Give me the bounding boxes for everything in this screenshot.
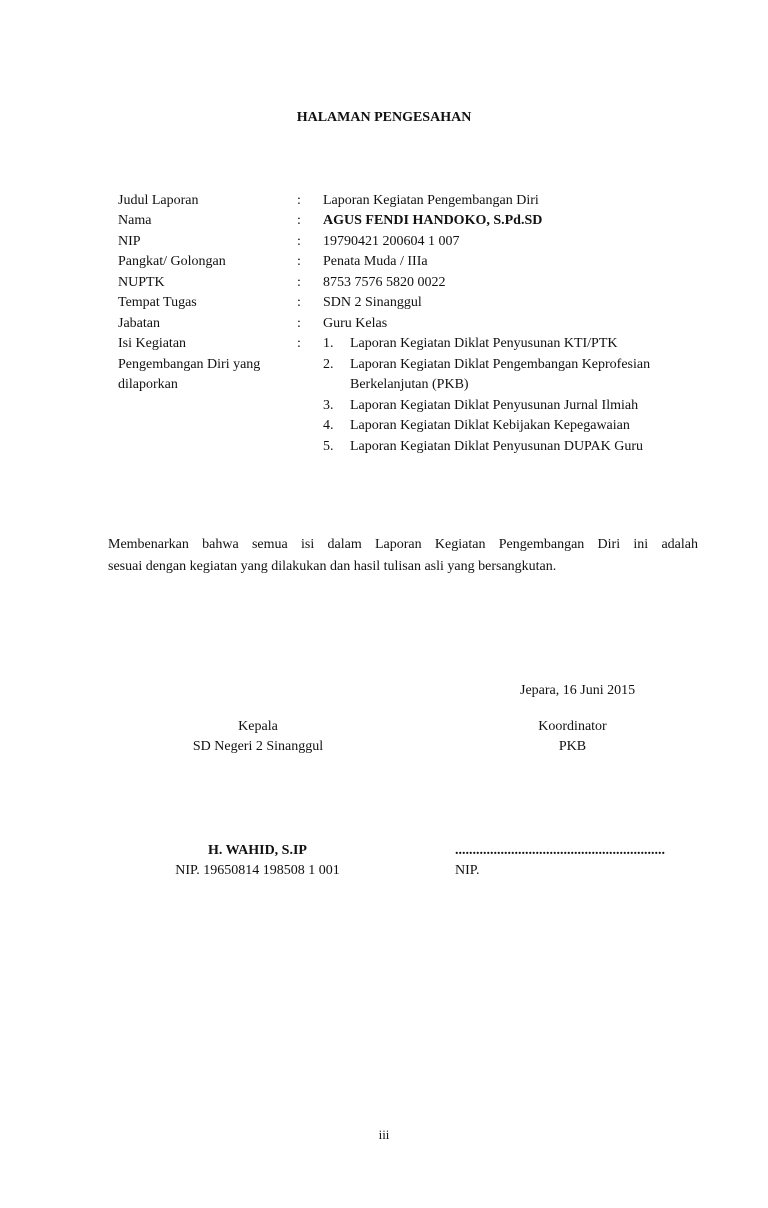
- left-signer-nip: NIP. 19650814 198508 1 001: [175, 863, 340, 878]
- field-label-nuptk: NUPTK: [118, 275, 165, 290]
- page-number: iii: [378, 1127, 390, 1142]
- left-signer-name: H. WAHID, S.IP: [208, 843, 307, 858]
- field-value-nip: 19790421 200604 1 007: [323, 234, 460, 249]
- field-value-jabatan: Guru Kelas: [323, 316, 388, 331]
- left-signer-title: Kepala: [238, 719, 278, 734]
- activity-number: 1.: [323, 336, 334, 351]
- activity-item-continuation: Berkelanjutan (PKB): [350, 377, 469, 392]
- activity-number: 4.: [323, 418, 334, 433]
- right-signer-org: PKB: [558, 739, 587, 754]
- activity-number: 5.: [323, 439, 334, 454]
- statement-line: sesuai dengan kegiatan yang dilakukan dan hasil tulisan asli yang bersangkutan.: [108, 559, 557, 574]
- field-label-isi-kegiatan: Isi Kegiatan: [118, 336, 187, 351]
- field-colon: :: [297, 254, 301, 269]
- field-value-pangkat: Penata Muda / IIIa: [323, 254, 428, 269]
- field-label-tempat-tugas: Tempat Tugas: [118, 295, 197, 310]
- field-label-jabatan: Jabatan: [118, 316, 160, 331]
- signing-date: Jepara, 16 Juni 2015: [520, 683, 636, 698]
- field-label-isi-kegiatan-line3: dilaporkan: [118, 377, 178, 392]
- right-signer-name-blank: ............................................................: [455, 843, 665, 858]
- field-colon: :: [297, 295, 301, 310]
- field-value-tempat-tugas: SDN 2 Sinanggul: [323, 295, 422, 310]
- right-signer-title: Koordinator: [538, 719, 607, 734]
- activity-item: Laporan Kegiatan Diklat Pengembangan Keprofesian: [350, 357, 651, 372]
- statement-paragraph: [108, 534, 698, 578]
- activity-number: 3.: [323, 398, 334, 413]
- activity-number: 2.: [323, 357, 334, 372]
- field-value-nuptk: 8753 7576 5820 0022: [323, 275, 446, 290]
- statement-line: Membenarkan bahwa semua isi dalam Laporan Kegiatan Pengembangan Diri ini adalah: [108, 537, 698, 552]
- field-colon: :: [297, 336, 301, 351]
- left-signer-org: SD Negeri 2 Sinanggul: [192, 739, 324, 754]
- field-colon: :: [297, 275, 301, 290]
- right-signer-nip: NIP.: [455, 863, 480, 878]
- field-label-nama: Nama: [118, 213, 152, 228]
- field-colon: :: [297, 316, 301, 331]
- field-label-nip: NIP: [118, 234, 141, 249]
- field-value-nama: AGUS FENDI HANDOKO, S.Pd.SD: [323, 213, 543, 228]
- field-label-isi-kegiatan-line2: Pengembangan Diri yang: [118, 357, 261, 372]
- activity-item: Laporan Kegiatan Diklat Penyusunan DUPAK Guru: [350, 439, 644, 454]
- field-label-judul: Judul Laporan: [118, 193, 199, 208]
- field-colon: :: [297, 234, 301, 249]
- activity-item: Laporan Kegiatan Diklat Penyusunan Jurnal Ilmiah: [350, 398, 639, 413]
- field-colon: :: [297, 213, 301, 228]
- field-value-judul: Laporan Kegiatan Pengembangan Diri: [323, 193, 539, 208]
- activity-item: Laporan Kegiatan Diklat Kebijakan Kepegawaian: [350, 418, 630, 433]
- activity-item: Laporan Kegiatan Diklat Penyusunan KTI/PTK: [350, 336, 618, 351]
- field-label-pangkat: Pangkat/ Golongan: [118, 254, 226, 269]
- page-title: HALAMAN PENGESAHAN: [296, 110, 472, 125]
- field-colon: :: [297, 193, 301, 208]
